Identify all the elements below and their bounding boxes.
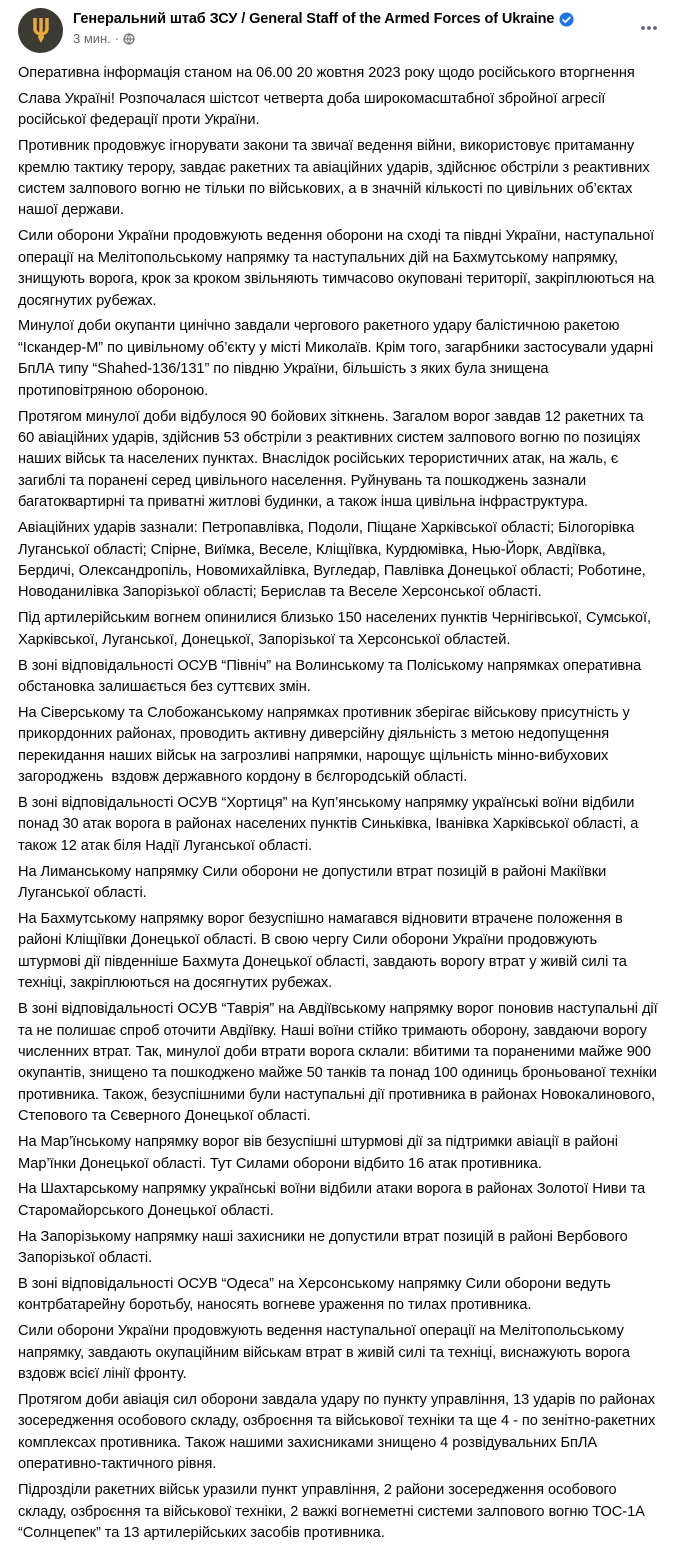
post-options-button[interactable] <box>633 16 665 40</box>
post-meta-row <box>73 31 574 46</box>
post-paragraph: На Сіверському та Слобожанському напрямках противник зберігає військову присутність у прикордонних районах, проводить активну диверсійну діяльність з метою недопущення перекидання наших військ на загрозливі напрямки, нарощує щільність мінно-вибухових загороджень вздовж державного кордону в бєлгородській області. <box>18 704 634 786</box>
name-row <box>73 11 574 27</box>
post-paragraph: В зоні відповідальності ОСУВ “Таврія” на Авдіївському напрямку ворог поновив наступальні дії та не полишає спроб оточити Авдіївку. Наші воїни стійко тримають оборону, завдаючи ворогу численних втрат. Так, минулої доби втрати ворога склали: вбитими та пораненими майже 900 окупантів, знищено та пошкоджено майже 50 танків та понад 100 одиниць броньованої техніки противника. Також, безуспішними були наступальні дії противника в районах Новокалинового, Степового та Сєверного Донецької області. <box>18 1001 662 1125</box>
timestamp-link[interactable]: 3 мин. <box>73 31 111 46</box>
post-paragraph: В зоні відповідальності ОСУВ “Хортиця” на Куп’янському напрямку українські воїни відбили понад 30 атак ворога в районах населених пунктів Синьківка, Іванівка Харківської області, а також 12 атак біля Надії Луганської області. <box>18 795 643 854</box>
post-paragraph: Противник продовжує ігнорувати закони та звичаї ведення війни, використовує притаманну кремлю тактику терору, завдає ракетних та авіаційних ударів, здійснює обстріли з реактивних систем залпового вогню не тільки по військових, а в значній кількості по цивільних об’єктах нашої держави. <box>18 138 654 219</box>
post-paragraph: Слава Україні! Розпочалася шістсот четверта доба широкомасштабної збройної агресії російської федерації проти України. <box>18 90 610 129</box>
post-paragraph: Минулої доби окупанти цинічно завдали чергового ракетного удару балістичною ракетою “Іскандер-М” по цивільному об’єкту у місті Миколаїв. Крім того, загарбники застосували ударні БпЛА типу “Shahed-136/131” по півдню України, більшість з яких була знищена протиповітряною обороною. <box>18 318 658 399</box>
page-name-link[interactable]: Генеральний штаб ЗСУ / General Staff of the Armed Forces of Ukraine <box>73 11 555 27</box>
meta-separator: · <box>114 31 120 46</box>
post-paragraph: Протягом минулої доби відбулося 90 бойових зіткнень. Загалом ворог завдав 12 ракетних та 60 авіаційних ударів, здійснив 53 обстріли з реактивних систем залпового вогню по позиціях наших військ та населених пунктах. Внаслідок російських терористичних атак, на жаль, є загиблі та поранені серед цивільного населення. Руйнувань та пошкоджень зазнали багатоквартирні та приватні житлові будинки, а також інша цивільна інфраструктура. <box>18 408 648 511</box>
header-meta <box>73 8 574 46</box>
ukraine-trident-icon <box>30 17 52 44</box>
post-paragraph: Сили оборони України продовжують ведення оборони на сході та півдні України, наступальної операції на Мелітопольському напрямку та наступальних дій на Бахмутському напрямку, знищують ворога, крок за кроком звільняють тимчасово окуповані території, закріплюються на досягнутих рубежах. <box>18 228 659 309</box>
post-paragraph: На Лиманському напрямку Сили оборони не допустили втрат позицій в районі Макіївки Луганської області. <box>18 863 611 902</box>
verified-badge-icon <box>559 12 574 27</box>
post-paragraph: На Запорізькому напрямку наші захисники не допустили втрат позицій в районі Вербового Запорізької області. <box>18 1228 632 1267</box>
post-paragraph: Оперативна інформація станом на 06.00 20 жовтня 2023 року щодо російського вторгнення <box>18 65 635 81</box>
post-paragraph: Протягом доби авіація сил оборони завдала удару по пункту управління, 13 ударів по районах зосередження особового складу, озброєння та військової техніки та ще 4 - по зенітно-ракетних комплексах противника. Також нашими захисниками знищено 4 розвідувальних БпЛА оперативно-тактичного рівня. <box>18 1392 660 1473</box>
post-paragraph: В зоні відповідальності ОСУВ “Північ” на Волинському та Поліському напрямках оперативна обстановка залишається без суттєвих змін. <box>18 657 646 695</box>
globe-public-icon <box>123 33 135 45</box>
post-paragraph: Сили оборони України продовжують ведення наступальної операції на Мелітопольському напрямку, завдають окупаційним військам втрат в живій силі та техніці, виснажують ворога вздовж всієї лінії фронту. <box>18 1323 634 1383</box>
post-paragraph: На Бахмутському напрямку ворог безуспішно намагався відновити втрачене положення в районі Кліщіївки Донецької області. В свою чергу Сили оборони України продовжують штурмові дії південніше Бахмута Донецької області, завдають ворогу втрат у живій силі та техніці, закріплюються на досягнутих рубежах. <box>18 911 631 992</box>
avatar[interactable] <box>18 8 63 53</box>
post-paragraph: Авіаційних ударів зазнали: Петропавлівка, Подоли, Піщане Харківської області; Білогорівка Луганської області; Спірне, Виїмка, Веселе, Кліщіївка, Курдюмівка, Нью-Йорк, Авдіївка, Бердичі, Олександропіль, Новомихайлівка, Вугледар, Павлівка Донецької області; Роботине, Новоданилівка Запорізької області; Берислав та Веселе Херсонської області. <box>18 520 650 601</box>
post-text <box>0 57 681 1563</box>
post-paragraph: В зоні відповідальності ОСУВ “Одеса” на Херсонському напрямку Сили оборони ведуть контрбатарейну боротьбу, наносять вогневе ураження по тилах противника. <box>18 1276 615 1314</box>
post-paragraph: Під артилерійським вогнем опинилися близько 150 населених пунктів Чернігівської, Сумської, Харківської, Луганської, Донецької, Запорізької та Херсонської областей. <box>18 610 655 648</box>
ellipsis-menu-icon <box>639 18 659 38</box>
post-paragraph: На Мар’їнському напрямку ворог вів безуспішні штурмові дії за підтримки авіації в районі Мар’їнки Донецької області. Тут Силами оборони відбито 16 атак противника. <box>18 1134 623 1172</box>
post-paragraph: На Шахтарському напрямку українські воїни відбили атаки ворога в районах Золотої Ниви та Старомайорського Донецької області. <box>18 1181 650 1219</box>
post-header <box>0 0 681 57</box>
post-paragraph: Підрозділи ракетних військ уразили пункт управління, 2 райони зосередження особового складу, озброєння та військової техніки, 2 важкі вогнеметні системи залпового вогню ТОС-1А “Солнцепек” та 13 артилерійських засобів противника. <box>18 1482 649 1541</box>
